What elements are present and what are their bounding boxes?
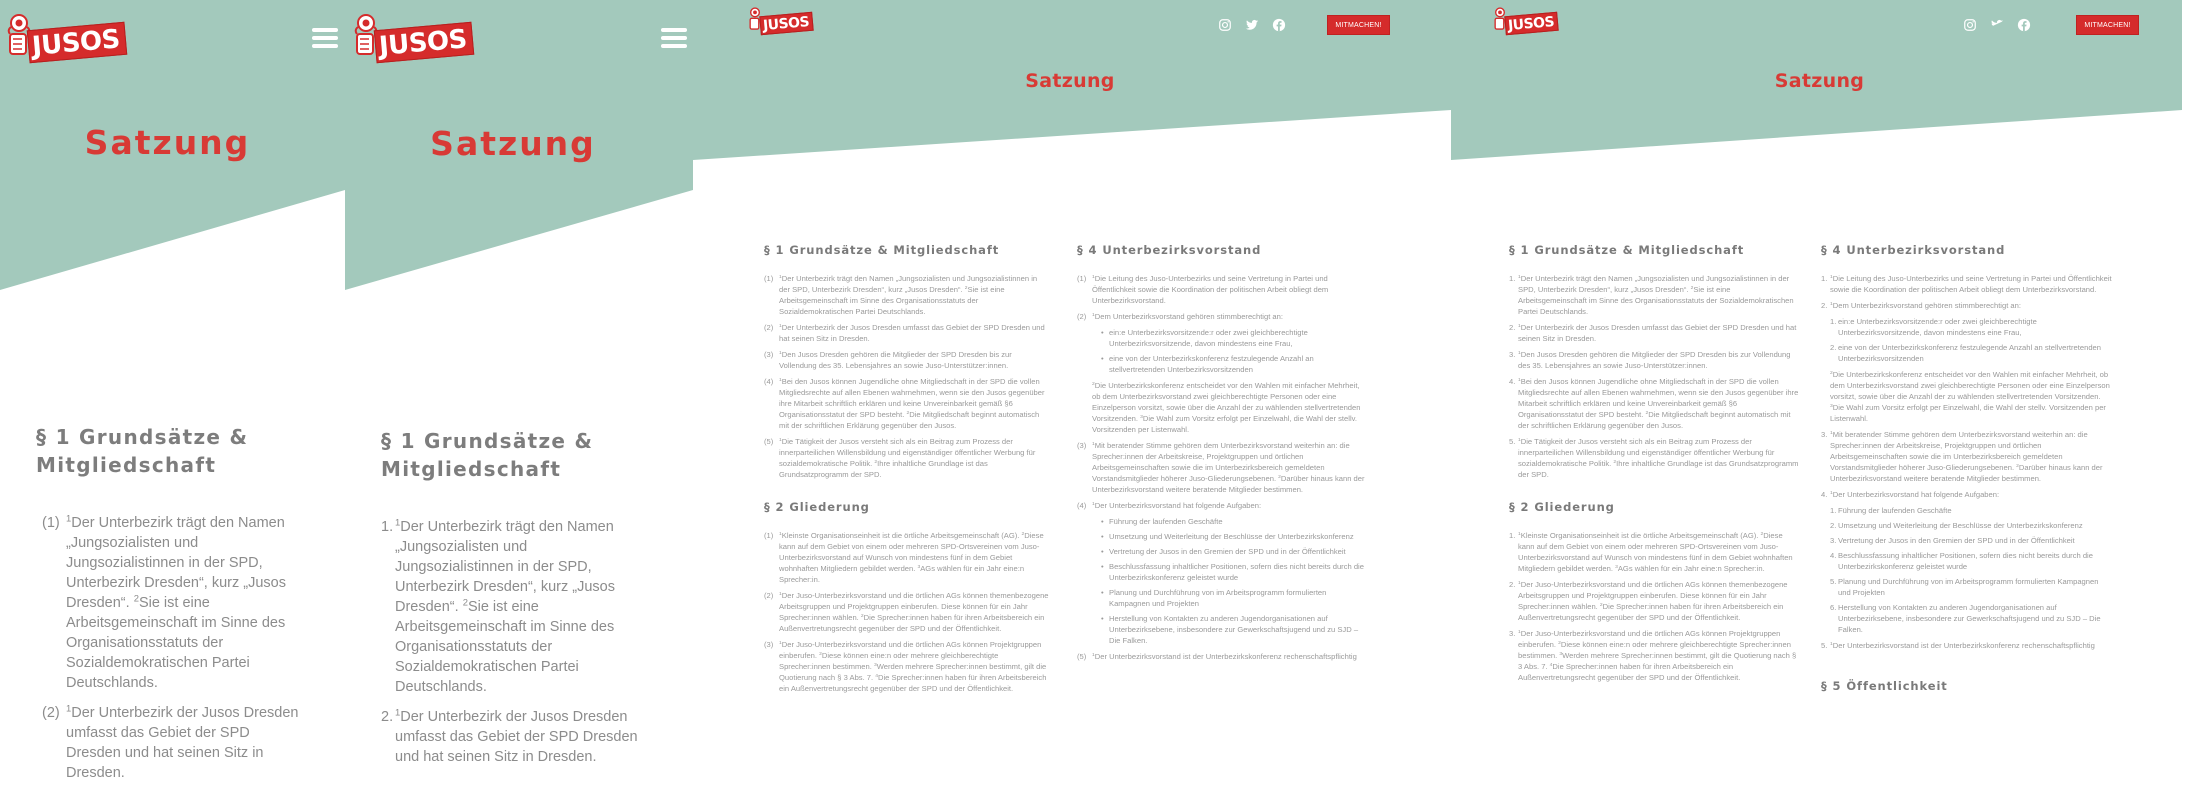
sub-item-number: 2. bbox=[1830, 521, 1837, 530]
item-text: Der Unterbezirk trägt den Namen „Jungsozialisten und Jungsozialistinnen in der SPD, Unterbezirk Dresden“, kurz „Jusos Dresden“. bbox=[395, 519, 615, 615]
item-number: (5) bbox=[1077, 652, 1087, 661]
list-item bbox=[1077, 311, 1367, 435]
item-text: Die Mitgliedschaft beginnt automatisch mit der schriftlichen Erklärung gegenüber den Jusos. bbox=[779, 410, 1040, 430]
sentence-number: 4 bbox=[875, 674, 879, 680]
item-text: Der Juso-Unterbezirksvorstand und die örtlichen AGs können Projektgruppen einberufen. bbox=[1518, 629, 1781, 649]
sentence-number: 1 bbox=[1092, 653, 1095, 659]
section-heading: § 1 Grundsätze & Mitgliedschaft bbox=[381, 429, 594, 481]
item-number: (1) bbox=[1077, 274, 1087, 283]
item-text: Beschlussfassung inhaltlicher Positionen, sofern dies nicht bereits durch die Unterbezirkskonferenz geleistet wurde bbox=[1109, 562, 1364, 582]
list-item bbox=[1077, 651, 1367, 662]
list-item bbox=[1821, 273, 2113, 295]
sentence-number: 2 bbox=[2016, 464, 2019, 470]
list-item bbox=[1077, 500, 1367, 646]
sub-list-item bbox=[1830, 602, 2113, 635]
item-number: (1) bbox=[764, 274, 774, 283]
list-item bbox=[1509, 273, 1799, 317]
sentence-number: 2 bbox=[860, 614, 864, 620]
sentence-number: 1 bbox=[779, 641, 782, 647]
sentence-number: 2 bbox=[819, 652, 822, 658]
sub-list-item bbox=[1092, 516, 1367, 527]
sentence-number: 2 bbox=[1613, 460, 1617, 466]
section-1-list bbox=[764, 273, 1050, 480]
list-item bbox=[1077, 440, 1367, 495]
logo-wordmark: JUSOS bbox=[759, 11, 814, 35]
item-text: Die Leitung des Juso-Unterbezirks und seine Vertretung in Partei und Öffentlichkeit sowie die Koordination der politischen Arbeit obliegt dem Unterbezirksvorstand. bbox=[1092, 274, 1329, 305]
twitter-icon[interactable] bbox=[1245, 18, 1259, 32]
list-item bbox=[1821, 300, 2113, 424]
sub-item-number: 1. bbox=[1830, 506, 1837, 515]
item-number: 1. bbox=[1509, 274, 1516, 283]
sentence-number: 2 bbox=[906, 411, 910, 417]
sentence-number: 2 bbox=[1830, 371, 1833, 377]
sentence-number: 1 bbox=[395, 706, 401, 718]
item-text: Mit beratender Stimme gehören dem Unterbezirksvorstand weiterhin an: die Sprecher:innen der Arbeitskreise, Projektgruppen und örtlichen Arbeitsgemeinschaften sowie die im Unterbezirksbereich gemeldeten Vorstandsmitglieder höherer Juso-Gliederungsebenen. bbox=[1830, 430, 2088, 472]
bullet-icon: • bbox=[1101, 354, 1104, 363]
logo-wordmark: JUSOS bbox=[374, 21, 474, 62]
item-text: Sie ist eine Arbeitsgemeinschaft im Sinne des Organisationsstatuts der Sozialdemokratischen Partei Deutschlands. bbox=[395, 599, 615, 695]
item-text: Führung der laufenden Geschäfte bbox=[1838, 506, 1952, 515]
hamburger-icon-bar bbox=[312, 44, 338, 48]
sentence-number: 1 bbox=[1092, 313, 1095, 319]
item-continuation bbox=[1830, 369, 2113, 424]
item-number: (3) bbox=[764, 350, 774, 359]
list-item bbox=[1077, 273, 1367, 306]
facebook-icon[interactable] bbox=[1272, 18, 1286, 32]
item-text: Herstellung von Kontakten zu anderen Jugendorganisationen auf Unterbezirksebene, insbesondere zur Gewerkschaftsjugend und zu SJD – Die Falken. bbox=[1838, 603, 2101, 634]
section-4-list bbox=[1077, 273, 1367, 662]
item-text: Sie ist eine Arbeitsgemeinschaft im Sinne des Organisationsstatuts der Sozialdemokratischen Partei Deutschlands. bbox=[66, 595, 286, 691]
item-text: Den Jusos Dresden gehören die Mitglieder der SPD Dresden bis zur Vollendung des 35. Lebensjahres an sowie Juso-Unterstützer:innen. bbox=[779, 350, 1012, 370]
sentence-number: 1 bbox=[779, 324, 782, 330]
item-text: Die Unterbezirkskonferenz entscheidet vor den Wahlen mit einfacher Mehrheit, ob dem Unterbezirksvorstand zwei gleichberechtigte Personen oder eine Einzelperson vorsitzt, sowie über die Anzahl der zu wählenden stellvertretenden Vorsitzenden. bbox=[1830, 370, 2110, 401]
item-text: Bei den Jusos können Jugendliche ohne Mitgliedschaft in der SPD die vollen Mitgliedsrechte auf allen Ebenen wahrnehmen, wenn sie den Jusos gegenüber ihre Mitarbeit schriftlich erklären und keine Unvereinbarkeit gemäß §6 Organisationsstatut der SPD besteht. bbox=[1518, 377, 1799, 419]
sentence-number: 1 bbox=[779, 532, 782, 538]
section-list bbox=[42, 513, 300, 793]
item-text: Die Mitgliedschaft beginnt automatisch mit der schriftlichen Erklärung gegenüber den Jusos. bbox=[1518, 410, 1791, 430]
sentence-number: 2 bbox=[1021, 532, 1025, 538]
sub-list-item bbox=[1830, 316, 2113, 338]
list-item bbox=[764, 530, 1050, 585]
item-number: 5. bbox=[1821, 641, 1828, 650]
item-text: Die Sprecher:innen haben für ihren Arbeitsbereich ein Außenvertretungsrecht gegenüber der SPD und der Öffentlichkeit. bbox=[779, 673, 1047, 693]
hamburger-icon-bar bbox=[661, 44, 687, 48]
item-number: (1) bbox=[42, 515, 60, 531]
sub-list bbox=[1092, 516, 1367, 646]
item-text: Der Unterbezirk der Jusos Dresden umfasst das Gebiet der SPD Dresden und hat seinen Sitz in Dresden. bbox=[1518, 323, 1797, 343]
list-item bbox=[42, 513, 300, 693]
item-text: Diese können eine:n oder mehrere gleichberechtigte Sprecher:innen bestimmen. bbox=[779, 651, 999, 671]
list-item bbox=[764, 639, 1050, 694]
bullet-icon: • bbox=[1101, 517, 1104, 526]
mobile-view-a bbox=[0, 0, 345, 781]
logo-wordmark: JUSOS bbox=[27, 21, 127, 62]
item-text: Dem Unterbezirksvorstand gehören stimmberechtigt an: bbox=[1832, 301, 2021, 310]
bullet-icon: • bbox=[1101, 328, 1104, 337]
sentence-number: 2 bbox=[1599, 603, 1603, 609]
sentence-number: 2 bbox=[1558, 641, 1561, 647]
sentence-number: 1 bbox=[779, 351, 782, 357]
item-text: Vertretung der Jusos in den Gremien der SPD und in der Öffentlichkeit bbox=[1838, 536, 2075, 545]
item-number: 2. bbox=[1509, 323, 1516, 332]
item-number: 1. bbox=[1509, 531, 1516, 540]
sentence-number: 1 bbox=[395, 516, 401, 528]
menu-button[interactable] bbox=[661, 28, 687, 50]
item-text: Die Wahl zum Vorsitz erfolgt per Einzelwahl, die Wahl der stellv. Vorsitzenden per Listenwahl. bbox=[1830, 403, 2106, 423]
item-text: AGs wählen für ein Jahr eine:n Sprecher:in. bbox=[1617, 564, 1765, 573]
sentence-number: 1 bbox=[1518, 438, 1521, 444]
item-number: 2. bbox=[1821, 301, 1828, 310]
list-item bbox=[1509, 530, 1799, 574]
item-text: eine von der Unterbezirkskonferenz festzulegende Anzahl an stellvertretenden Unterbezirksvorsitzenden bbox=[1109, 354, 1314, 374]
item-text: Diese können eine:n oder mehrere gleichberechtigte Sprecher:innen bestimmen. bbox=[1518, 640, 1791, 660]
item-text: Die Sprecher:innen haben für ihren Arbeitsbereich ein Außenvertretungsrecht gegenüber der SPD und der Öffentlichkeit. bbox=[779, 613, 1045, 633]
list-item bbox=[381, 707, 643, 767]
item-text: Der Juso-Unterbezirksvorstand und die örtlichen AGs können themenbezogene Arbeitsgruppen und Projektgruppen einberufen. Diese können für ein Jahr Sprecher:innen wählen. bbox=[1518, 580, 1788, 611]
sentence-number: 3 bbox=[1559, 652, 1563, 658]
jusos-logo[interactable] bbox=[1493, 7, 1558, 35]
sentence-number: 3 bbox=[873, 663, 877, 669]
content-column-right bbox=[1821, 243, 2113, 709]
item-number: 1. bbox=[1821, 274, 1828, 283]
list-item bbox=[764, 436, 1050, 480]
item-number: (1) bbox=[764, 531, 774, 540]
sub-item-number: 2. bbox=[1830, 343, 1837, 352]
sentence-number: 2 bbox=[1092, 382, 1095, 388]
bullet-icon: • bbox=[1101, 614, 1104, 623]
item-number: 2. bbox=[1509, 580, 1516, 589]
content-column-right bbox=[1077, 243, 1367, 676]
item-text: Ihre inhaltliche Grundlage ist das Grundsatzprogramm der SPD. bbox=[779, 459, 988, 479]
item-text: Der Unterbezirk trägt den Namen „Jungsozialisten und Jungsozialistinnen in der SPD, Unterbezirk Dresden“, kurz „Jusos Dresden“. bbox=[66, 515, 286, 611]
sub-list-item bbox=[1092, 353, 1367, 375]
sentence-number: 1 bbox=[1518, 630, 1521, 636]
menu-button[interactable] bbox=[312, 28, 338, 50]
list-item bbox=[764, 349, 1050, 371]
hamburger-icon-bar bbox=[312, 28, 338, 32]
content-column-left bbox=[1509, 243, 1799, 697]
item-text: AGs wählen für ein Jahr eine:n Sprecher:in. bbox=[779, 564, 1025, 584]
list-item bbox=[381, 517, 643, 697]
sentence-number: 3 bbox=[917, 565, 921, 571]
item-number: 5. bbox=[1509, 437, 1516, 446]
sentence-number: 1 bbox=[1518, 275, 1521, 281]
section-heading: § 2 Gliederung bbox=[1509, 500, 1615, 514]
item-number: (4) bbox=[1077, 501, 1087, 510]
item-text: Planung und Durchführung von im Arbeitsprogramm formulierten Kampagnen und Projekten bbox=[1838, 577, 2099, 597]
item-number: (2) bbox=[764, 323, 774, 332]
sentence-number: 2 bbox=[964, 286, 968, 292]
item-number: (3) bbox=[764, 640, 774, 649]
sub-list bbox=[1830, 505, 2113, 635]
item-continuation bbox=[1092, 380, 1367, 435]
item-number: 4. bbox=[1821, 490, 1828, 499]
sub-list-item bbox=[1830, 342, 2113, 364]
sentence-number: 1 bbox=[1092, 442, 1095, 448]
page-title: Satzung bbox=[430, 124, 596, 163]
jusos-logo[interactable] bbox=[6, 14, 126, 64]
item-text: Der Unterbezirksvorstand ist der Unterbezirkskonferenz rechenschaftspflichtig bbox=[1832, 641, 2095, 650]
sentence-number: 2 bbox=[1690, 286, 1694, 292]
list-item bbox=[1509, 628, 1799, 683]
sentence-number: 2 bbox=[1645, 411, 1649, 417]
item-number: (2) bbox=[764, 591, 774, 600]
item-text: Kleinste Organisationseinheit ist die örtliche Arbeitsgemeinschaft (AG). bbox=[781, 531, 1022, 540]
sentence-number: 1 bbox=[1092, 502, 1095, 508]
item-text: Die Leitung des Juso-Unterbezirks und seine Vertretung in Partei und Öffentlichkeit sowie die Koordination der politischen Arbeit obliegt dem Unterbezirksvorstand. bbox=[1830, 274, 2112, 294]
list-item bbox=[1509, 579, 1799, 623]
mobile-view-b bbox=[345, 0, 693, 765]
list-item bbox=[1509, 322, 1799, 344]
item-number: (2) bbox=[42, 705, 60, 721]
sub-list-item bbox=[1092, 531, 1367, 542]
item-text: Vertretung der Jusos in den Gremien der SPD und in der Öffentlichkeit bbox=[1109, 547, 1346, 556]
sentence-number: 1 bbox=[1518, 532, 1521, 538]
sentence-number: 1 bbox=[1830, 275, 1833, 281]
list-item bbox=[1821, 489, 2113, 635]
instagram-icon[interactable] bbox=[1963, 18, 1977, 32]
item-number: (2) bbox=[1077, 312, 1087, 321]
sentence-number: 3 bbox=[1140, 415, 1143, 421]
sub-list-item bbox=[1092, 613, 1367, 646]
sub-list-item bbox=[1092, 587, 1367, 609]
sentence-number: 1 bbox=[1518, 581, 1521, 587]
sub-list-item bbox=[1830, 576, 2113, 598]
content-column-left bbox=[764, 243, 1050, 708]
bullet-icon: • bbox=[1101, 588, 1104, 597]
item-text: Bei den Jusos können Jugendliche ohne Mitgliedschaft in der SPD die vollen Mitgliedsrechte auf allen Ebenen wahrnehmen, wenn sie den Jusos gegenüber ihre Mitarbeit schriftlich erklären und keine Unvereinbarkeit gemäß §6 Organisationsstatut der SPD besteht. bbox=[779, 377, 1045, 419]
section-list bbox=[381, 517, 643, 777]
list-item bbox=[1821, 429, 2113, 484]
sub-list-item bbox=[1830, 505, 2113, 516]
sub-item-number: 3. bbox=[1830, 536, 1837, 545]
section-heading: § 2 Gliederung bbox=[764, 500, 870, 514]
section-heading: § 4 Unterbezirksvorstand bbox=[1077, 243, 1262, 257]
sub-list-item bbox=[1830, 550, 2113, 572]
sentence-number: 1 bbox=[66, 512, 72, 524]
sub-item-number: 4. bbox=[1830, 551, 1837, 560]
bullet-icon: • bbox=[1101, 547, 1104, 556]
item-text: Kleinste Organisationseinheit ist die örtliche Arbeitsgemeinschaft (AG). bbox=[1520, 531, 1761, 540]
section-1-list bbox=[1509, 273, 1799, 480]
section-heading: § 1 Grundsätze & Mitgliedschaft bbox=[764, 243, 1000, 257]
sentence-number: 2 bbox=[1278, 475, 1281, 481]
sub-list-item bbox=[1092, 546, 1367, 557]
item-text: Die Sprecher:innen haben für ihren Arbeitsbereich ein Außenvertretungsrecht gegenüber der SPD und der Öffentlichkeit. bbox=[1518, 662, 1741, 682]
sentence-number: 1 bbox=[1092, 275, 1095, 281]
item-text: Darüber hinaus kann der Unterbezirksvorstand weitere beratende Mitglieder bestimmen. bbox=[1830, 463, 2103, 483]
section-4-list bbox=[1821, 273, 2113, 651]
list-item bbox=[42, 703, 300, 783]
sentence-number: 2 bbox=[874, 460, 878, 466]
item-text: Der Unterbezirk trägt den Namen „Jungsozialisten und Jungsozialistinnen in der SPD, Unterbezirk Dresden“, kurz „Jusos Dresden“. bbox=[1518, 274, 1790, 294]
sub-list-item bbox=[1092, 327, 1367, 349]
page-title: Satzung bbox=[1025, 70, 1115, 92]
section-heading: § 5 Öffentlichkeit bbox=[1821, 679, 1948, 693]
bullet-icon: • bbox=[1101, 562, 1104, 571]
jusos-logo[interactable] bbox=[353, 14, 473, 64]
sentence-number: 1 bbox=[1830, 302, 1833, 308]
item-text: Werden mehrere Sprecher:innen bestimmt, gilt die Quotierung nach § 3 Abs. 7. bbox=[779, 662, 1047, 682]
item-text: Sie ist eine Arbeitsgemeinschaft im Sinne des Organisationsstatuts der Sozialdemokratischen Partei Deutschlands. bbox=[1518, 285, 1794, 316]
item-text: Die Tätigkeit der Jusos versteht sich als ein Beitrag zum Prozess der innerparteilichen Willensbildung und eigenständiger öffentlicher Werbung für sozialdemokratische Politik. bbox=[779, 437, 1036, 468]
sub-list-item bbox=[1830, 535, 2113, 546]
social-links bbox=[1218, 18, 1286, 32]
item-number: 3. bbox=[1509, 350, 1516, 359]
mitmachen-button[interactable]: MITMACHEN! bbox=[1327, 15, 1390, 35]
hamburger-icon-bar bbox=[312, 36, 338, 40]
list-item bbox=[1509, 349, 1799, 371]
sentence-number: 1 bbox=[1518, 351, 1521, 357]
sentence-number: 1 bbox=[779, 592, 782, 598]
section-heading: § 1 Grundsätze & Mitgliedschaft bbox=[36, 425, 249, 477]
sentence-number: 2 bbox=[462, 596, 468, 608]
item-text: Umsetzung und Weiterleitung der Beschlüsse der Unterbezirkskonferenz bbox=[1838, 521, 2083, 530]
desktop-view-b bbox=[1451, 0, 2182, 702]
sentence-number: 1 bbox=[779, 378, 782, 384]
item-text: Sie ist eine Arbeitsgemeinschaft im Sinne des Organisationsstatuts der Sozialdemokratischen Partei Deutschlands. bbox=[779, 285, 1005, 316]
item-text: Der Unterbezirk der Jusos Dresden umfasst das Gebiet der SPD Dresden und hat seinen Sitz in Dresden. bbox=[66, 705, 299, 781]
item-text: ein:e Unterbezirksvorsitzende:r oder zwei gleichberechtigte Unterbezirksvorsitzende, davon mindestens eine Frau, bbox=[1109, 328, 1308, 348]
sentence-number: 1 bbox=[779, 275, 782, 281]
item-text: Werden mehrere Sprecher:innen bestimmt, gilt die Quotierung nach § 3 Abs. 7. bbox=[1518, 651, 1797, 671]
page-title: Satzung bbox=[84, 123, 251, 162]
sentence-number: 1 bbox=[1830, 642, 1833, 648]
item-text: Diese kann auf dem Gebiet von einem oder mehreren SPD-Ortsvereinen vom Juso-Unterbezirksvorstand auf Wunsch von mindestens fünf in dem Gebiet wohnhaften Mitgliedern gebildet werden. bbox=[1518, 531, 1793, 573]
sentence-number: 1 bbox=[1830, 431, 1833, 437]
item-number: 3. bbox=[1821, 430, 1828, 439]
item-text: Dem Unterbezirksvorstand gehören stimmberechtigt an: bbox=[1094, 312, 1283, 321]
sentence-number: 1 bbox=[1830, 491, 1833, 497]
sentence-number: 1 bbox=[66, 702, 72, 714]
item-text: Führung der laufenden Geschäfte bbox=[1109, 517, 1223, 526]
sub-item-number: 1. bbox=[1830, 317, 1837, 326]
item-text: Der Unterbezirksvorstand ist der Unterbezirkskonferenz rechenschaftspflichtig bbox=[1094, 652, 1357, 661]
item-number: 4. bbox=[1509, 377, 1516, 386]
item-text: Der Unterbezirksvorstand hat folgende Aufgaben: bbox=[1832, 490, 2000, 499]
list-item bbox=[764, 376, 1050, 431]
item-text: Diese kann auf dem Gebiet von einem oder mehreren SPD-Ortsvereinen vom Juso-Unterbezirksvorstand auf Wunsch von mindestens fünf in dem Gebiet wohnhaften Mitgliedern gebildet werden. bbox=[779, 531, 1044, 573]
item-number: 1. bbox=[381, 519, 394, 535]
logo-wordmark: JUSOS bbox=[1504, 11, 1559, 35]
sentence-number: 2 bbox=[133, 592, 139, 604]
item-text: Die Tätigkeit der Jusos versteht sich als ein Beitrag zum Prozess der innerparteilichen Willensbildung und eigenständiger öffentlicher Werbung für sozialdemokratische Politik. bbox=[1518, 437, 1775, 468]
item-text: Ihre inhaltliche Grundlage ist das Grundsatzprogramm der SPD. bbox=[1518, 459, 1799, 479]
item-text: Beschlussfassung inhaltlicher Positionen, sofern dies nicht bereits durch die Unterbezirkskonferenz geleistet wurde bbox=[1838, 551, 2093, 571]
sentence-number: 1 bbox=[1518, 324, 1521, 330]
instagram-icon[interactable] bbox=[1218, 18, 1232, 32]
item-text: Mit beratender Stimme gehören dem Unterbezirksvorstand weiterhin an: die Sprecher:innen der Arbeitskreise, Projektgruppen und örtlichen Arbeitsgemeinschaften sowie die im Unterbezirksbereich gemeldeten Vorstandsmitglieder höherer Juso-Gliederungsebenen. bbox=[1092, 441, 1350, 483]
list-item bbox=[1821, 640, 2113, 651]
hamburger-icon-bar bbox=[661, 36, 687, 40]
hamburger-icon-bar bbox=[661, 28, 687, 32]
item-number: (3) bbox=[1077, 441, 1087, 450]
sentence-number: 3 bbox=[1830, 404, 1833, 410]
item-text: Die Sprecher:innen haben für ihren Arbeitsbereich ein Außenvertretungsrecht gegenüber der SPD und der Öffentlichkeit. bbox=[1518, 602, 1784, 622]
item-text: Der Unterbezirk der Jusos Dresden umfasst das Gebiet der SPD Dresden und hat seinen Sitz in Dresden. bbox=[779, 323, 1045, 343]
list-item bbox=[764, 322, 1050, 344]
sentence-number: 2 bbox=[1760, 532, 1764, 538]
sentence-number: 1 bbox=[779, 438, 782, 444]
item-text: eine von der Unterbezirkskonferenz festzulegende Anzahl an stellvertretenden Unterbezirksvorsitzenden bbox=[1838, 343, 2101, 363]
item-text: Der Unterbezirksvorstand hat folgende Aufgaben: bbox=[1094, 501, 1262, 510]
item-text: Die Unterbezirkskonferenz entscheidet vor den Wahlen mit einfacher Mehrheit, ob dem Unterbezirksvorstand zwei gleichberechtigte Personen oder eine Einzelperson vorsitzt, sowie über die Anzahl der zu wählenden stellvertretenden Vorsitzenden. bbox=[1092, 381, 1361, 423]
sub-list bbox=[1830, 316, 2113, 364]
social-links bbox=[1963, 18, 2031, 32]
section-2-list bbox=[1509, 530, 1799, 683]
item-text: Herstellung von Kontakten zu anderen Jugendorganisationen auf Unterbezirksebene, insbesondere zur Gewerkschaftsjugend und zu SJD – Die Falken. bbox=[1109, 614, 1359, 645]
sentence-number: 3 bbox=[1615, 565, 1618, 571]
item-text: Der Juso-Unterbezirksvorstand und die örtlichen AGs können Projektgruppen einberufen. bbox=[779, 640, 1042, 660]
list-item bbox=[1509, 376, 1799, 431]
sub-item-number: 6. bbox=[1830, 603, 1837, 612]
section-heading: § 1 Grundsätze & Mitgliedschaft bbox=[1509, 243, 1745, 257]
sub-list bbox=[1092, 327, 1367, 375]
sub-list-item bbox=[1092, 561, 1367, 583]
section-heading: § 4 Unterbezirksvorstand bbox=[1821, 243, 2006, 257]
item-text: Der Unterbezirk der Jusos Dresden umfasst das Gebiet der SPD Dresden und hat seinen Sitz in Dresden. bbox=[395, 709, 638, 765]
item-text: Umsetzung und Weiterleitung der Beschlüsse der Unterbezirkskonferenz bbox=[1109, 532, 1354, 541]
sentence-number: 4 bbox=[1549, 663, 1553, 669]
mitmachen-button[interactable]: MITMACHEN! bbox=[2076, 15, 2139, 35]
item-text: Planung und Durchführung von im Arbeitsprogramm formulierten Kampagnen und Projekten bbox=[1109, 588, 1327, 608]
item-number: 2. bbox=[381, 709, 394, 725]
item-text: Der Juso-Unterbezirksvorstand und die örtlichen AGs können themenbezogene Arbeitsgruppen und Projektgruppen einberufen. Diese können für ein Jahr Sprecher:innen wählen. bbox=[779, 591, 1049, 622]
item-number: (4) bbox=[764, 377, 774, 386]
list-item bbox=[1509, 436, 1799, 480]
page-title: Satzung bbox=[1774, 70, 1865, 92]
item-text: Die Wahl zum Vorsitz erfolgt per Einzelwahl, die Wahl der stellv. Vorsitzenden per Listenwahl. bbox=[1092, 414, 1357, 434]
item-number: 3. bbox=[1509, 629, 1516, 638]
item-text: Den Jusos Dresden gehören die Mitglieder der SPD Dresden bis zur Vollendung des 35. Lebensjahres an sowie Juso-Unterstützer:innen. bbox=[1518, 350, 1791, 370]
section-2-list bbox=[764, 530, 1050, 694]
twitter-icon[interactable] bbox=[1990, 18, 2004, 32]
list-item bbox=[764, 273, 1050, 317]
desktop-view-a bbox=[693, 0, 1451, 702]
facebook-icon[interactable] bbox=[2017, 18, 2031, 32]
item-number: (5) bbox=[764, 437, 774, 446]
list-item bbox=[764, 590, 1050, 634]
item-text: ein:e Unterbezirksvorsitzende:r oder zwei gleichberechtigte Unterbezirksvorsitzende, davon mindestens eine Frau, bbox=[1838, 317, 2037, 337]
jusos-logo[interactable] bbox=[748, 7, 813, 35]
sub-item-number: 5. bbox=[1830, 577, 1837, 586]
bullet-icon: • bbox=[1101, 532, 1104, 541]
sub-list-item bbox=[1830, 520, 2113, 531]
item-text: Darüber hinaus kann der Unterbezirksvorstand weitere beratende Mitglieder bestimmen. bbox=[1092, 474, 1365, 494]
item-text: Der Unterbezirk trägt den Namen „Jungsozialisten und Jungsozialistinnen in der SPD, Unterbezirk Dresden“, kurz „Jusos Dresden“. bbox=[779, 274, 1038, 294]
sentence-number: 1 bbox=[1518, 378, 1521, 384]
